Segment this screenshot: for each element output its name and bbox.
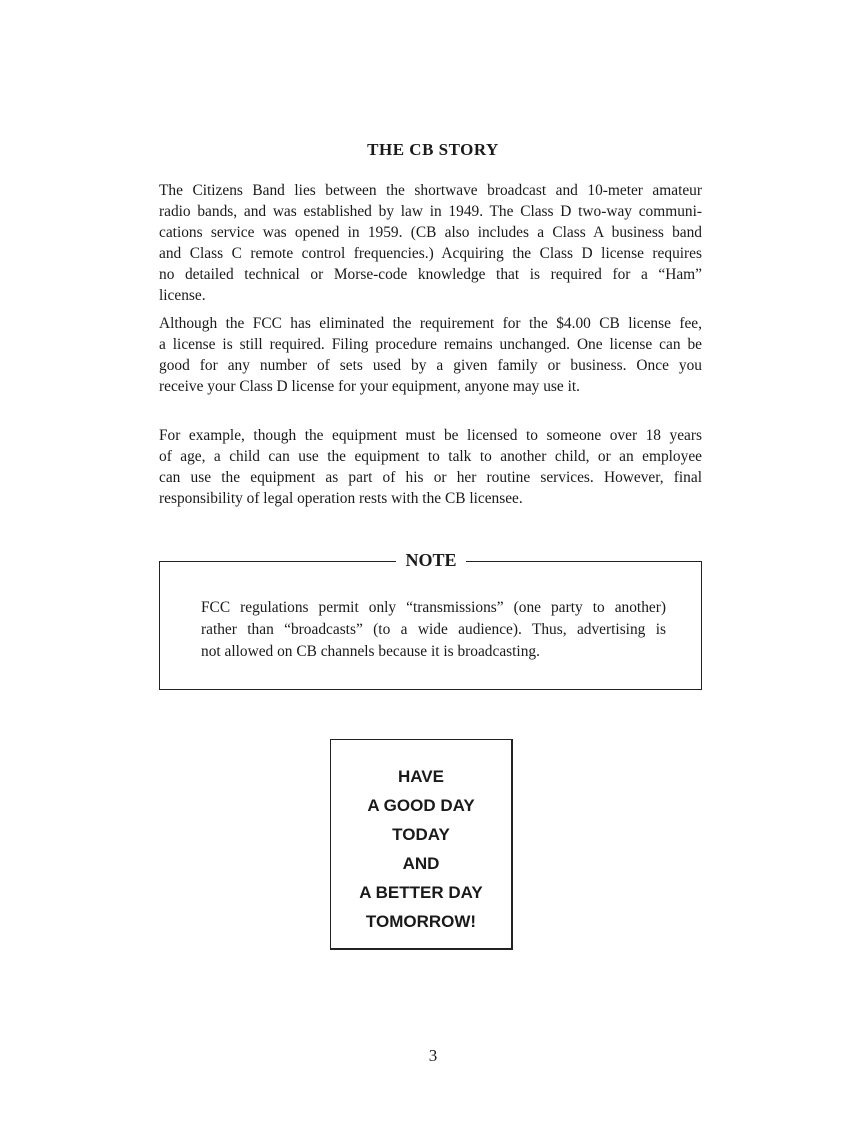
paragraph-line: receive your Class D license for your equipment, anyone may use it. <box>159 378 580 395</box>
note-line: rather than “broadcasts” (to a wide audience). Thus, advertising is <box>201 621 666 638</box>
paragraph-line: can use the equipment as part of his or her routine services. However, final <box>159 469 702 486</box>
paragraph-line: no detailed technical or Morse-code knowledge that is required for a “Ham” <box>159 266 702 283</box>
motto-line: AND <box>402 854 440 873</box>
paragraph-citizens-band <box>159 180 702 306</box>
note-text <box>201 597 666 663</box>
paragraph-line: and Class C remote control frequencies.) Acquiring the Class D license requires <box>159 245 702 262</box>
motto-text <box>330 762 512 936</box>
paragraph-example <box>159 425 702 509</box>
motto-line: TODAY <box>392 825 450 844</box>
paragraph-line: responsibility of legal operation rests with the CB licensee. <box>159 490 523 507</box>
note-heading: NOTE <box>396 550 466 571</box>
motto-line: A GOOD DAY <box>367 796 475 815</box>
note-divider-left <box>159 561 396 562</box>
paragraph-line: The Citizens Band lies between the shortwave broadcast and 10-meter amateur <box>159 182 702 199</box>
motto-line: A BETTER DAY <box>359 883 483 902</box>
page-title: THE CB STORY <box>367 140 499 159</box>
paragraph-line: Although the FCC has eliminated the requirement for the $4.00 CB license fee, <box>159 315 702 332</box>
paragraph-line: good for any number of sets used by a given family or business. Once you <box>159 357 702 374</box>
paragraph-line: For example, though the equipment must be licensed to someone over 18 years <box>159 427 702 444</box>
paragraph-line: a license is still required. Filing procedure remains unchanged. One license can be <box>159 336 702 353</box>
motto-line: TOMORROW! <box>365 912 477 931</box>
note-line: FCC regulations permit only “transmissions” (one party to another) <box>201 599 666 616</box>
paragraph-line: cations service was opened in 1959. (CB also includes a Class A business band <box>159 224 702 241</box>
paragraph-line: radio bands, and was established by law in 1949. The Class D two-way communi- <box>159 203 702 220</box>
paragraph-line: of age, a child can use the equipment to talk to another child, or an employee <box>159 448 702 465</box>
page-number: 3 <box>428 1046 438 1065</box>
note-line: not allowed on CB channels because it is broadcasting. <box>201 643 540 660</box>
motto-line: HAVE <box>398 767 444 786</box>
note-divider-right <box>466 561 702 562</box>
paragraph-license-fee <box>159 313 702 397</box>
paragraph-line: license. <box>159 287 206 304</box>
